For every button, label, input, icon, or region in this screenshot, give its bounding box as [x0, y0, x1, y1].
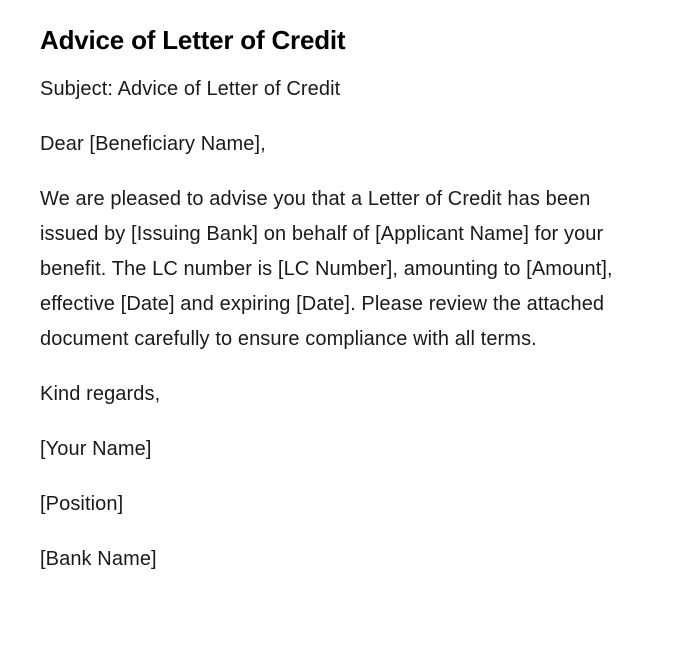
salutation: Dear [Beneficiary Name],	[40, 133, 266, 155]
signature-position: [Position]	[40, 493, 124, 515]
document-title: Advice of Letter of Credit	[40, 25, 346, 55]
closing: Kind regards,	[40, 383, 161, 405]
signature-name: [Your Name]	[40, 438, 152, 460]
subject-line: Subject: Advice of Letter of Credit	[40, 78, 341, 100]
letter-document	[40, 22, 650, 597]
signature-bank: [Bank Name]	[40, 548, 157, 570]
letter-body: We are pleased to advise you that a Letter of Credit has been issued by [Issuing Bank] on behalf of [Applicant Name] for your benefit. The LC number is [LC Number], amounting to [Amount], effective [Date] and expiring [Date]. Please review the attached document carefully to ensure compliance with all terms.	[40, 188, 613, 350]
